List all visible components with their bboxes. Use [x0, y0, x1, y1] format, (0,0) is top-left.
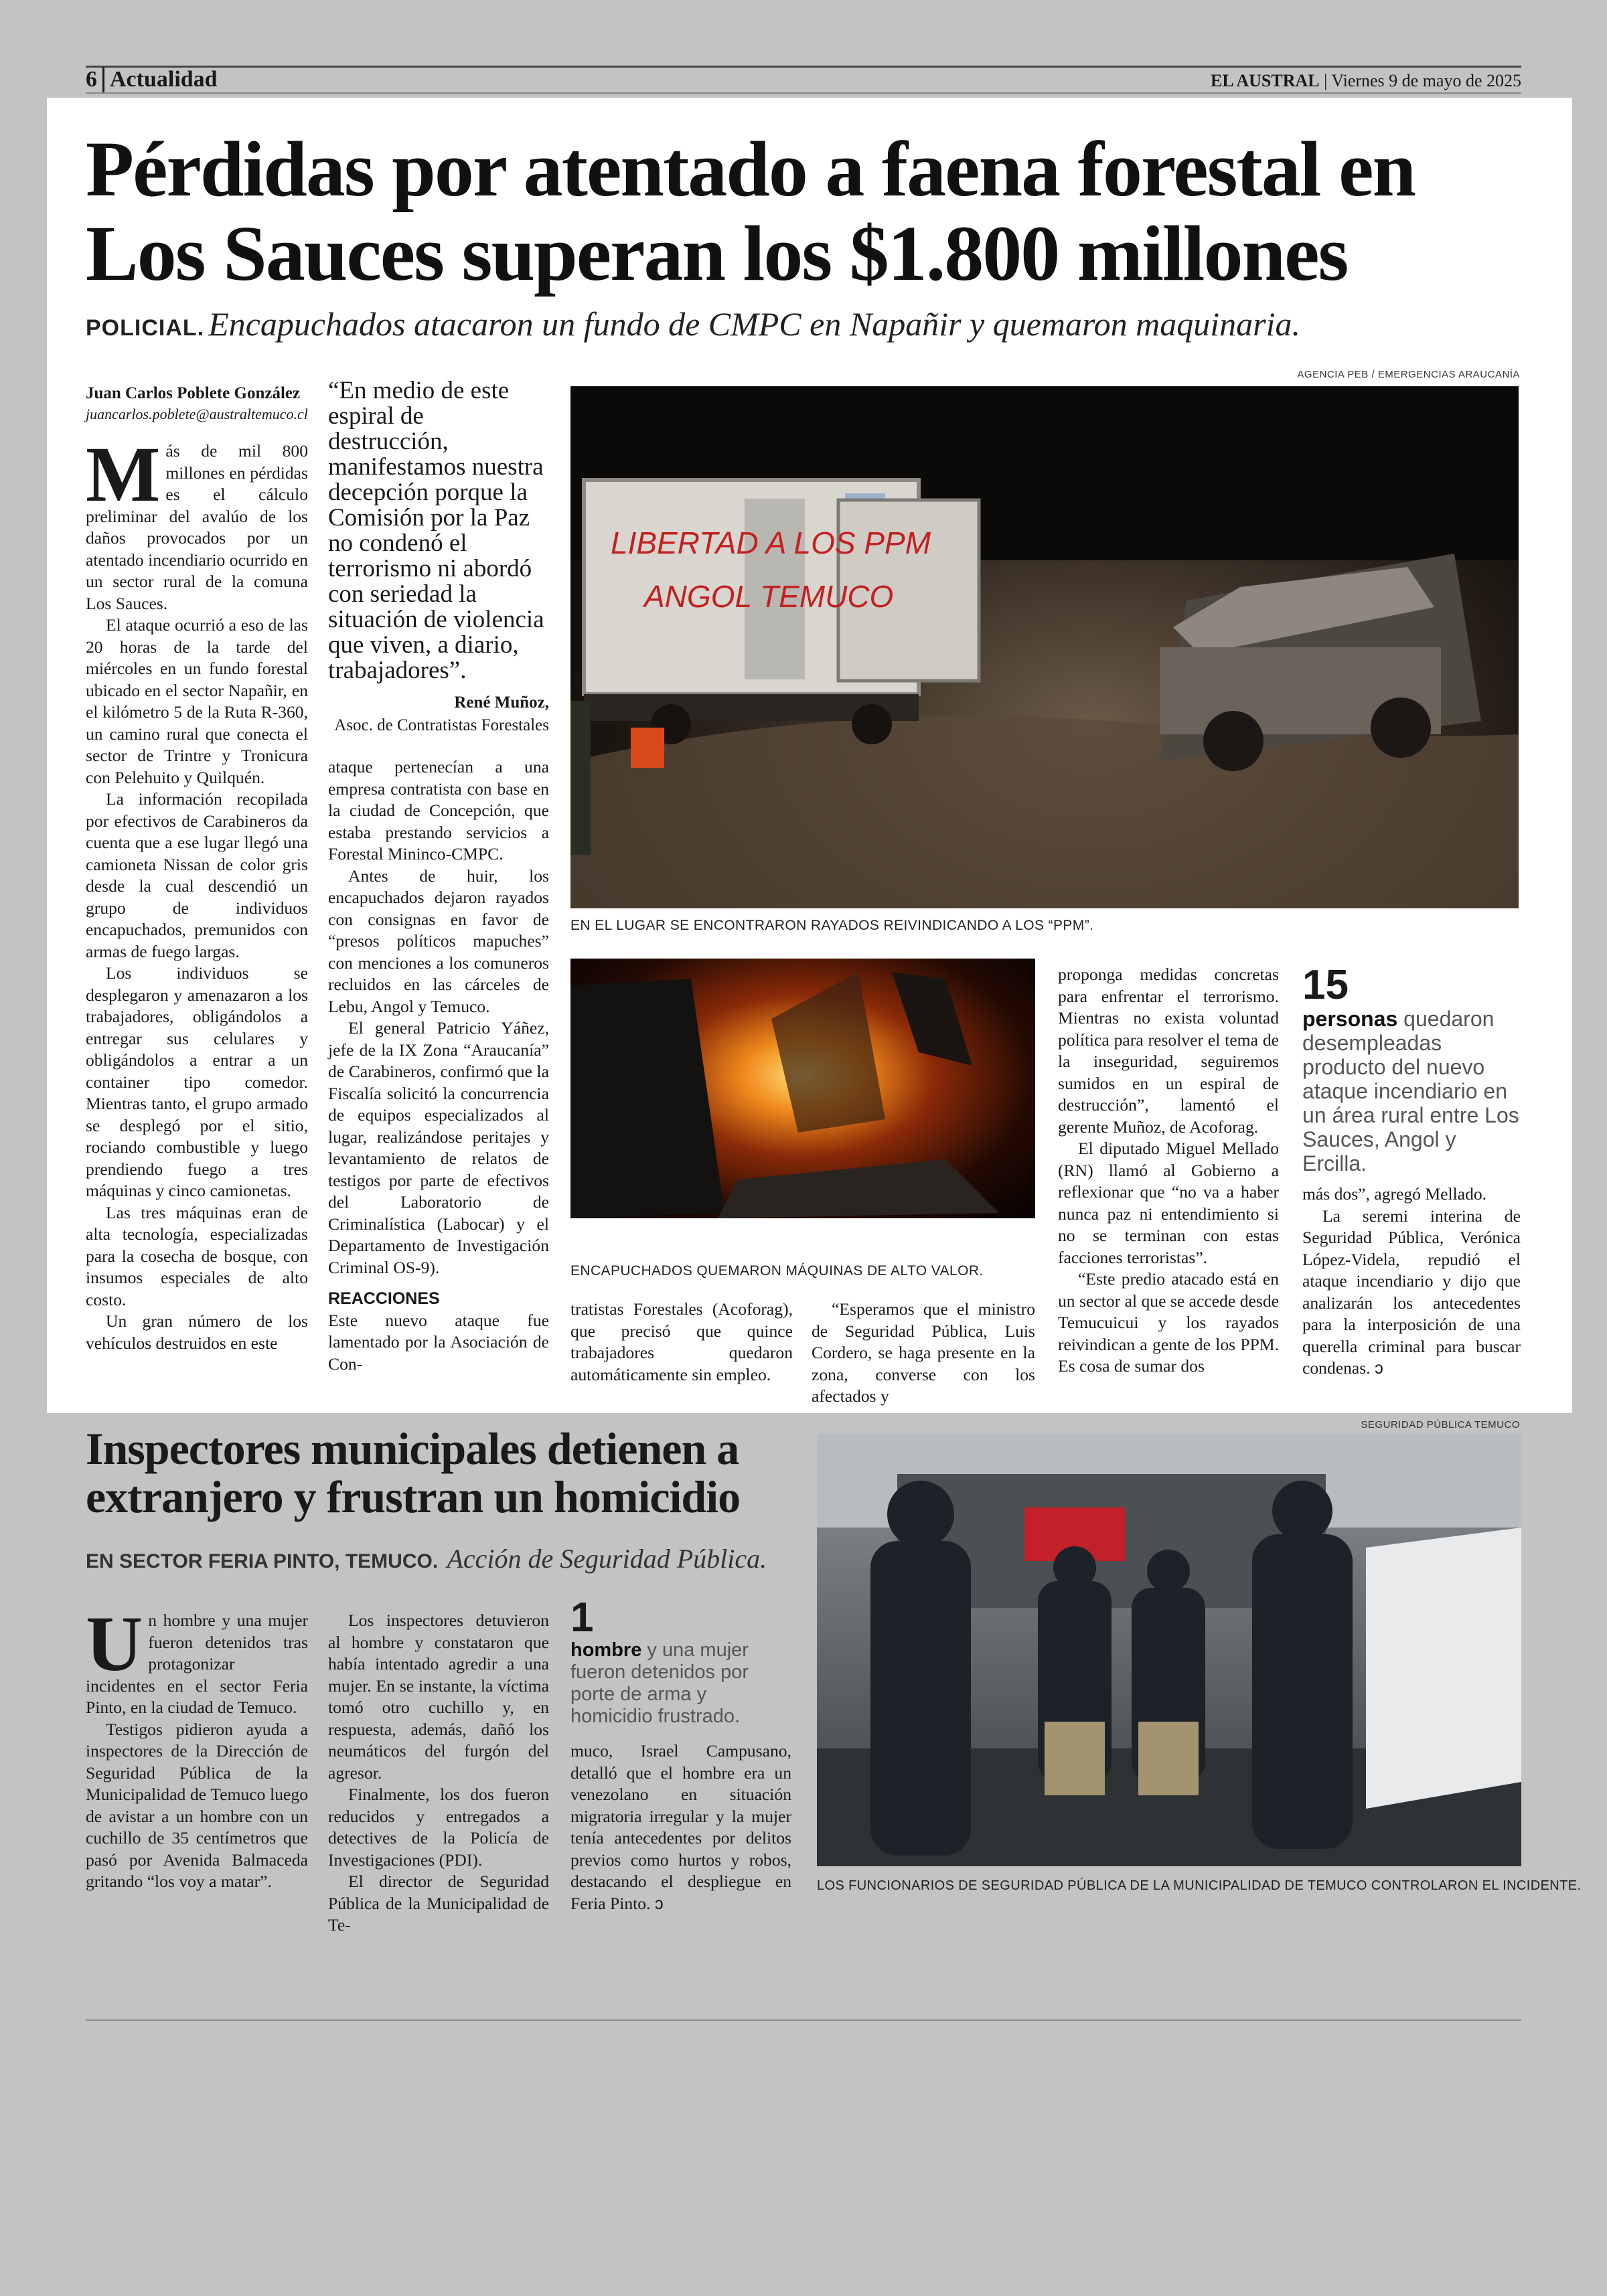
photo2-scene [570, 959, 1035, 1218]
second-stat-box [570, 1596, 791, 1728]
lead-paragraph: Un hombre y una mujer fueron detenidos tras protagonizar incidentes en el sector Feria Pinto, en la ciudad de Temuco. [86, 1600, 308, 1717]
photo3-scene [817, 1434, 1521, 1866]
drop-cap: U [86, 1600, 143, 1688]
main-column-4 [812, 1299, 1035, 1408]
main-deck [86, 305, 1521, 343]
header-rule [86, 92, 1521, 94]
paragraph: La seremi interina de Seguridad Pública, Verónica López-Videla, repudió el ataque incendiario y dijo que analizarán los antecedentes para la interposición de una querella criminal para buscar condenas. ↄ [1302, 1206, 1521, 1378]
top-rule [86, 66, 1521, 68]
stat-number: 15 [1302, 962, 1349, 1008]
paragraph: Las tres máquinas eran de alta tecnología, especializadas para la cosecha de bosque, con insumos especiales de alto costo. [86, 1202, 308, 1309]
second-column-2 [328, 1610, 549, 1937]
second-stat-text: hombre y una mujer fueron detenidos por porte de arma y homicidio frustrado. [570, 1639, 749, 1727]
stat-box [1302, 964, 1523, 1175]
dateline: EL AUSTRAL | Viernes 9 de mayo de 2025 [1211, 71, 1521, 90]
paragraph: Finalmente, los dos fueron reducidos y entregados a detectives de la Policía de Investigaciones (PDI). [328, 1785, 549, 1870]
photo-security-officers [817, 1434, 1521, 1866]
second-kicker: EN SECTOR FERIA PINTO, TEMUCO. [86, 1550, 439, 1572]
second-column-3 [570, 1740, 791, 1914]
second-column-1 [86, 1600, 308, 1893]
main-column-5 [1058, 964, 1279, 1378]
stat-text: personas quedaron desempleadas producto del nuevo ataque incendiario en un área rural entre Los Sauces, Angol y Ercilla. [1302, 1007, 1519, 1175]
second-stat-number: 1 [570, 1594, 594, 1641]
svg-text:LIBERTAD A LOS PPM: LIBERTAD A LOS PPM [611, 525, 931, 560]
main-deck-text: Encapuchados atacaron un fundo de CMPC en Napañir y quemaron maquinaria. [208, 305, 1300, 343]
photo-vandalized-trailer [570, 386, 1519, 908]
photo2-caption: ENCAPUCHADOS QUEMARON MÁQUINAS DE ALTO VALOR. [570, 1263, 984, 1279]
paragraph: El diputado Miguel Mellado (RN) llamó al Gobierno a reflexionar que “no va a haber nunca paz ni entendimiento si no se terminan con estas facciones terroristas”. [1058, 1139, 1279, 1267]
svg-text:ANGOL TEMUCO: ANGOL TEMUCO [644, 579, 894, 614]
paragraph: tratistas Forestales (Acoforag), que precisó que quince trabajadores quedaron automáticamente sin empleo. [570, 1299, 793, 1384]
paragraph: ataque pertenecían a una empresa contratista con base en la ciudad de Concepción, que estaba prestando servicios a Forestal Mininco-CMPC. [328, 757, 549, 864]
paragraph: El general Patricio Yáñez, jefe de la IX Zona “Araucanía” de Carabineros, confirmó que la Fiscalía solicitó la concurrencia de equipos especializados al lugar, realizándose peritajes y levantamiento de relatos de testigos por parte de efectivos del Laboratorio de Criminalística (Labocar) y el Departamento de Investigación Criminal OS-9). [328, 1018, 549, 1277]
second-photo-credit: SEGURIDAD PÚBLICA TEMUCO [1361, 1419, 1520, 1430]
end-mark: ↄ [654, 1894, 664, 1913]
main-column-3 [570, 1299, 793, 1386]
section-name: Actualidad [110, 67, 218, 92]
page-folio [86, 67, 218, 92]
quote-author: René Muñoz, [454, 693, 549, 712]
paragraph: Antes de huir, los encapuchados dejaron rayados con consignas en favor de “presos políticos mapuches” con menciones a los comuneros recluidos en las cárceles de Lebu, Angol y Temuco. [328, 866, 549, 1016]
photo-scene [570, 386, 1519, 908]
pull-quote [328, 378, 549, 737]
main-column-1 [86, 383, 308, 1354]
paragraph: La información recopilada por efectivos de Carabineros da cuenta que a ese lugar llegó una camioneta Nissan de color gris desde la cual descendió un grupo de individuos encapuchados, premunidos con armas de fuego largas. [86, 789, 308, 961]
subhead-reacciones: REACCIONES [328, 1289, 440, 1308]
author-email: juancarlos.poblete@australtemuco.cl [86, 406, 308, 422]
second-deck-text: Acción de Seguridad Pública. [447, 1544, 767, 1574]
end-mark: ↄ [1375, 1359, 1383, 1378]
quote-role: Asoc. de Contratistas Forestales [334, 716, 549, 734]
paragraph: Testigos pidieron ayuda a inspectores de la Dirección de Seguridad Pública de la Municipalidad de Temuco luego de avistar a un hombre con un cuchillo de 35 centímetros que pasó por Avenida Balmaceda gritando “los voy a matar”. [86, 1719, 308, 1891]
paragraph: Un gran número de los vehículos destruidos en este [86, 1311, 308, 1353]
lead-paragraph: Más de mil 800 millones en pérdidas es el cálculo preliminar del avalúo de los daños provocados por un atentado incendiario ocurrido en un sector rural de la comuna Los Sauces. [86, 430, 308, 613]
author-byline: Juan Carlos Poblete González [86, 384, 301, 402]
paragraph: El ataque ocurrió a eso de las 20 horas de la tarde del miércoles en un fundo forestal ubicado en el sector Napañir, en el kilómetro 5 de la Ruta R-360, un camino rural que conecta el sector de Trintre y Tronicura con Pelehuito y Quilquén. [86, 615, 308, 787]
paragraph: proponga medidas concretas para enfrentar el terrorismo. Mientras no exista voluntad política para resolver el tema de la inseguridad, seguiremos sumidos en un espiral de destrucción”, lamentó el gerente Muñoz, de Acoforag. [1058, 965, 1279, 1137]
main-kicker: POLICIAL. [86, 315, 205, 341]
second-headline: Inspectores municipales detienen a extranjero y frustran un homicidio [86, 1423, 741, 1522]
main-column-2 [328, 756, 549, 1375]
paragraph: muco, Israel Campusano, detalló que el hombre era un venezolano en situación migratoria irregular y la mujer tenía antecedentes por delitos previos como hurtos y robos, destacando el despliegue en Feria Pinto. ↄ [570, 1741, 791, 1913]
paragraph: El director de Seguridad Pública de la Municipalidad de Te- [328, 1872, 549, 1935]
main-headline: Pérdidas por atentado a faena forestal en Los Sauces superan los $1.800 millones [86, 125, 1415, 297]
paragraph: más dos”, agregó Mellado. [1302, 1184, 1487, 1204]
photo-credit: AGENCIA PEB / EMERGENCIAS ARAUCANÍA [1297, 369, 1520, 380]
paragraph: Los inspectores detuvieron al hombre y constataron que había intentado agredir a una mujer. En se instante, la víctima tomó otro cuchillo y, en respuesta, además, dañó los neumáticos del furgón del agresor. [328, 1611, 549, 1783]
paragraph: “Este predio atacado está en un sector al que se accede desde Temucuicui y los rayados reivindican a gente de los PPM. Es cosa de sumar dos [1058, 1269, 1279, 1376]
paragraph: Este nuevo ataque fue lamentado por la Asociación de Con- [328, 1310, 549, 1374]
second-photo-caption: LOS FUNCIONARIOS DE SEGURIDAD PÚBLICA DE LA MUNICIPALIDAD DE TEMUCO CONTROLARON EL INCIDENTE. [817, 1878, 1582, 1893]
paper-name: EL AUSTRAL [1211, 71, 1320, 90]
photo-burning-machine [570, 959, 1035, 1218]
drop-cap: M [86, 430, 161, 518]
paragraph: “Esperamos que el ministro de Seguridad Pública, Luis Cordero, se haga presente en la zona, converse con los afectados y [812, 1299, 1035, 1406]
page-number: 6 [86, 67, 104, 92]
main-column-6 [1302, 1183, 1521, 1380]
bottom-rule [86, 2020, 1521, 2021]
photo1-caption: EN EL LUGAR SE ENCONTRARON RAYADOS REIVINDICANDO A LOS “PPM”. [570, 918, 1094, 933]
pull-quote-text: “En medio de este espiral de destrucción, manifestamos nuestra decepción porque la Comisión por la Paz no condenó el terrorismo ni abordó con seriedad la situación de violencia que viven, a diario, trabajadores”. [328, 377, 544, 684]
second-deck [86, 1543, 795, 1574]
paragraph: Los individuos se desplegaron y amenazaron a los trabajadores, obligándolos a entregar sus celulares y obligándolos a entrar a un container tipo comedor. Mientras tanto, el grupo armado se desplegó por el sitio, rociando combustible y luego prendiendo fuego a tres máquinas y cinco camionetas. [86, 963, 308, 1200]
issue-date: Viernes 9 de mayo de 2025 [1331, 71, 1521, 90]
